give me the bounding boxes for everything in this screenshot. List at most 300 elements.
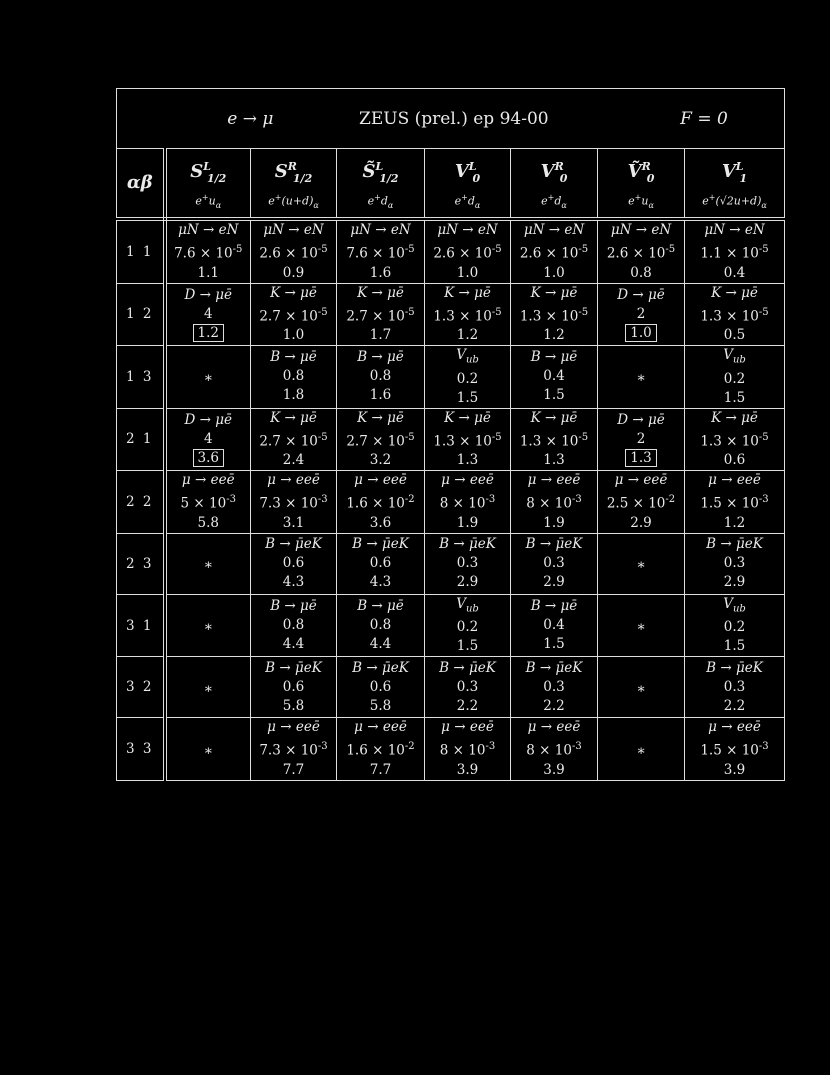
indirect-limit-value: $8 \times 10^{-3}$ xyxy=(526,494,582,512)
limit-cell xyxy=(598,219,685,283)
zeus-limit-line xyxy=(251,514,336,533)
limit-cell xyxy=(337,283,425,346)
zeus-limit-line xyxy=(337,264,424,283)
column-header xyxy=(685,149,785,220)
zeus-limit-value: 0.8 xyxy=(630,264,652,281)
process-label: B → μ̄eK xyxy=(525,659,583,676)
zeus-limit-value-boxed: 1.3 xyxy=(625,449,656,467)
process-label: D → μē xyxy=(617,411,665,428)
table-body xyxy=(117,219,785,780)
limit-cell xyxy=(165,346,251,409)
process-label: B → μ̄eK xyxy=(265,536,322,553)
table-row xyxy=(117,533,785,594)
column-coupling-label: $e^+d_\alpha$ xyxy=(367,192,394,210)
indirect-limit-value: 0.3 xyxy=(723,555,746,572)
zeus-limit-line xyxy=(425,326,510,345)
zeus-limit-line xyxy=(425,637,510,656)
column-symbol: $V^L_0$ xyxy=(454,160,481,185)
zeus-limit-line xyxy=(337,514,424,533)
column-coupling-label: $e^+d_\alpha$ xyxy=(454,192,481,210)
zeus-limit-line xyxy=(337,386,424,405)
column-symbol: $S^R_{1/2}$ xyxy=(274,160,313,185)
zeus-limit-value: 1.9 xyxy=(456,514,479,531)
zeus-limit-line xyxy=(511,451,597,470)
zeus-limit-value: 4.4 xyxy=(369,636,392,653)
limit-cell xyxy=(598,533,685,594)
title-fermion-number-label: F = 0 xyxy=(680,108,728,129)
no-constraint-star: ∗ xyxy=(636,619,646,636)
table-row xyxy=(117,346,785,409)
zeus-limit-value: 1.6 xyxy=(369,264,392,281)
indirect-limit-value: $7.3 \times 10^{-3}$ xyxy=(259,494,328,512)
column-header-row xyxy=(117,149,785,220)
table-title-cell xyxy=(117,89,785,149)
indirect-limit-value: $1.3 \times 10^{-5}$ xyxy=(519,306,589,324)
process-label: μ → eeē xyxy=(267,719,320,736)
process-label: μN → eN xyxy=(610,222,672,238)
zeus-limit-line xyxy=(251,386,336,405)
zeus-limit-line xyxy=(511,386,597,405)
zeus-limit-line xyxy=(685,326,784,345)
limit-cell xyxy=(165,471,251,534)
indirect-limit-value: $1.3 \times 10^{-5}$ xyxy=(700,306,769,324)
zeus-limit-line xyxy=(598,264,684,283)
zeus-limit-line xyxy=(511,697,597,716)
table-title-row xyxy=(117,89,785,149)
indirect-limit-value: $1.1 \times 10^{-5}$ xyxy=(700,244,769,262)
zeus-limit-line xyxy=(598,324,684,343)
limit-cell xyxy=(511,219,598,283)
limit-cell xyxy=(165,283,251,346)
zeus-limit-value: 1.6 xyxy=(369,387,392,404)
zeus-limit-line xyxy=(337,761,424,780)
zeus-limit-line xyxy=(425,389,510,408)
zeus-limit-value: 0.6 xyxy=(723,452,746,469)
table-row xyxy=(117,219,785,283)
zeus-limit-value: 3.9 xyxy=(456,761,479,778)
limit-cell xyxy=(685,219,785,283)
limit-cell xyxy=(511,594,598,657)
limit-cell xyxy=(251,718,337,781)
process-label: $V_{ub}$ xyxy=(456,347,479,366)
indirect-limit-value: 0.8 xyxy=(369,617,392,634)
process-label: B → μ̄eK xyxy=(352,659,409,676)
indirect-limit-value: 0.6 xyxy=(282,678,305,695)
process-label: μ → eeē xyxy=(614,472,668,489)
zeus-limit-value: 3.6 xyxy=(369,514,392,531)
process-label: μ → eeē xyxy=(354,472,407,489)
zeus-limit-line xyxy=(598,449,684,468)
indirect-limit-value: $1.5 \times 10^{-3}$ xyxy=(700,494,769,512)
limit-cell xyxy=(251,594,337,657)
limit-cell xyxy=(165,594,251,657)
indirect-limit-value: $2.7 \times 10^{-5}$ xyxy=(346,306,415,324)
process-label: B → μ̄eK xyxy=(265,659,322,676)
limit-cell xyxy=(337,657,425,718)
zeus-limit-value: 5.8 xyxy=(282,697,305,714)
indirect-limit-value: $7.6 \times 10^{-5}$ xyxy=(174,244,243,262)
indirect-limit-value: 0.3 xyxy=(456,678,479,695)
corner-header-alphabeta xyxy=(117,149,165,220)
zeus-limit-line xyxy=(425,264,510,283)
process-label: μN → eN xyxy=(523,222,585,238)
row-label-generation-indices: 2 1 xyxy=(117,408,165,471)
zeus-limit-value: 4.4 xyxy=(282,636,305,653)
process-label: K → μē xyxy=(357,284,404,301)
table-row xyxy=(117,657,785,718)
column-symbol: S̃$^L_{1/2}$ xyxy=(362,160,399,185)
zeus-limit-line xyxy=(511,635,597,654)
limit-cell xyxy=(337,219,425,283)
limit-cell xyxy=(165,657,251,718)
zeus-limit-line xyxy=(251,635,336,654)
process-label: K → μē xyxy=(711,284,758,301)
table-row xyxy=(117,718,785,781)
limit-cell xyxy=(511,471,598,534)
indirect-limit-value: $8 \times 10^{-3}$ xyxy=(439,741,496,759)
zeus-limit-value: 1.0 xyxy=(282,327,305,343)
zeus-limit-value: 7.7 xyxy=(282,761,305,778)
indirect-limit-value: 0.3 xyxy=(456,555,479,572)
zeus-limit-line xyxy=(685,389,784,408)
limit-cell xyxy=(598,408,685,471)
column-header xyxy=(337,149,425,220)
zeus-limit-value: 1.2 xyxy=(543,327,565,343)
limit-cell xyxy=(685,718,785,781)
zeus-limit-line xyxy=(337,451,424,470)
zeus-limit-value: 1.3 xyxy=(543,452,565,469)
process-label: B → μ̄eK xyxy=(706,659,763,676)
zeus-limit-value: 2.2 xyxy=(723,697,746,714)
indirect-limit-value: 0.2 xyxy=(723,619,746,636)
process-label: B → μē xyxy=(530,598,578,615)
zeus-limit-value: 0.5 xyxy=(723,327,746,343)
limit-cell xyxy=(598,718,685,781)
column-header xyxy=(165,149,251,220)
zeus-limit-value: 1.5 xyxy=(723,638,746,655)
process-label: $V_{ub}$ xyxy=(723,347,746,366)
zeus-limit-value: 3.9 xyxy=(723,761,746,778)
zeus-limit-line xyxy=(425,573,510,592)
limit-cell xyxy=(251,346,337,409)
limit-cell xyxy=(337,594,425,657)
zeus-limit-value: 1.5 xyxy=(543,636,565,653)
indirect-limit-value: $2.6 \times 10^{-5}$ xyxy=(606,244,676,262)
indirect-limit-value: 0.4 xyxy=(543,617,565,634)
table-row xyxy=(117,408,785,471)
process-label: K → μē xyxy=(530,409,578,426)
zeus-limit-value: 2.9 xyxy=(723,574,746,591)
no-constraint-star: ∗ xyxy=(203,680,213,697)
zeus-limit-value: 2.2 xyxy=(543,697,565,714)
zeus-limit-value: 1.9 xyxy=(543,514,565,531)
zeus-limit-value: 1.8 xyxy=(282,387,305,404)
row-label-generation-indices: 2 2 xyxy=(117,471,165,534)
process-label: B → μē xyxy=(530,349,578,366)
zeus-limit-line xyxy=(251,573,336,592)
limit-cell xyxy=(685,283,785,346)
limit-cell xyxy=(251,283,337,346)
indirect-limit-value: $1.3 \times 10^{-5}$ xyxy=(433,431,502,450)
zeus-limit-line xyxy=(685,264,784,283)
process-label: K → μē xyxy=(444,409,491,426)
indirect-limit-value: $2.6 \times 10^{-5}$ xyxy=(433,244,502,262)
column-symbol: $V^L_1$ xyxy=(721,160,748,185)
process-label: K → μē xyxy=(444,284,491,301)
process-label: D → μē xyxy=(184,411,232,428)
limit-cell xyxy=(425,408,511,471)
indirect-limit-value: $7.3 \times 10^{-3}$ xyxy=(259,741,328,759)
row-label-generation-indices: 3 1 xyxy=(117,594,165,657)
row-label-generation-indices: 3 2 xyxy=(117,657,165,718)
zeus-limit-line xyxy=(685,637,784,656)
limit-cell xyxy=(598,346,685,409)
zeus-limit-value: 5.8 xyxy=(197,514,219,531)
limit-cell xyxy=(251,533,337,594)
process-label: $V_{ub}$ xyxy=(723,595,746,615)
row-label-generation-indices: 1 3 xyxy=(117,346,165,409)
indirect-limit-value: $2.6 \times 10^{-5}$ xyxy=(519,244,589,262)
limit-cell xyxy=(425,594,511,657)
column-symbol: $V^R_0$ xyxy=(540,160,568,185)
limit-cell xyxy=(251,471,337,534)
indirect-limit-value: 4 xyxy=(203,305,213,322)
limit-cell xyxy=(251,657,337,718)
zeus-limit-value: 1.5 xyxy=(456,638,479,655)
zeus-limit-value: 3.1 xyxy=(282,514,305,531)
zeus-limit-value: 3.2 xyxy=(369,452,392,469)
zeus-limit-line xyxy=(511,264,597,283)
process-label: K → μē xyxy=(711,409,758,426)
column-coupling-label: $e^+d_\alpha$ xyxy=(541,192,567,210)
limit-cell xyxy=(337,471,425,534)
zeus-limit-line xyxy=(251,451,336,470)
no-constraint-star: ∗ xyxy=(203,619,213,636)
limit-cell xyxy=(598,283,685,346)
limit-cell xyxy=(685,408,785,471)
limit-cell xyxy=(425,718,511,781)
zeus-limit-line xyxy=(511,326,597,345)
process-label: μ → eeē xyxy=(267,472,320,489)
no-constraint-star: ∗ xyxy=(203,557,213,574)
zeus-limit-value-boxed: 3.6 xyxy=(193,449,224,467)
zeus-limit-value: 1.0 xyxy=(543,264,565,281)
zeus-limit-value: 2.9 xyxy=(543,574,565,591)
process-label: K → μē xyxy=(530,284,578,301)
process-label: μ → eeē xyxy=(181,472,235,489)
zeus-limit-line xyxy=(425,697,510,716)
limit-cell xyxy=(165,219,251,283)
column-symbol: $S^L_{1/2}$ xyxy=(190,160,227,185)
zeus-limit-line xyxy=(251,761,336,780)
limit-cell xyxy=(165,408,251,471)
zeus-limit-value: 1.3 xyxy=(456,452,479,469)
zeus-limit-value: 5.8 xyxy=(369,697,392,714)
process-label: K → μē xyxy=(270,284,317,301)
limit-cell xyxy=(685,533,785,594)
process-label: μ → eeē xyxy=(708,719,761,736)
indirect-limit-value: $2.7 \times 10^{-5}$ xyxy=(346,431,415,450)
zeus-limit-line xyxy=(511,514,597,533)
process-label: μ → eeē xyxy=(527,472,581,489)
title-transition-label: e → μ xyxy=(227,108,274,129)
zeus-limit-value: 1.2 xyxy=(456,327,479,343)
limit-cell xyxy=(511,408,598,471)
title-experiment-label: ZEUS (prel.) ep 94-00 xyxy=(359,108,549,129)
zeus-limit-line xyxy=(685,573,784,592)
process-label: K → μē xyxy=(357,409,404,426)
indirect-limit-value: $1.6 \times 10^{-2}$ xyxy=(346,494,415,512)
limit-cell xyxy=(511,346,598,409)
zeus-limit-line xyxy=(425,514,510,533)
limit-cell xyxy=(685,594,785,657)
zeus-limit-line xyxy=(685,761,784,780)
indirect-limit-value: 0.6 xyxy=(369,678,392,695)
no-constraint-star: ∗ xyxy=(203,370,213,387)
column-coupling-label: $e^+(√2u+d)_\alpha$ xyxy=(702,192,767,210)
indirect-limit-value: $8 \times 10^{-3}$ xyxy=(526,741,582,759)
indirect-limit-value: $2.6 \times 10^{-5}$ xyxy=(259,244,328,262)
limit-cell xyxy=(425,219,511,283)
table-row xyxy=(117,594,785,657)
row-label-generation-indices: 1 1 xyxy=(117,219,165,283)
limit-cell xyxy=(425,657,511,718)
zeus-limit-value: 4.3 xyxy=(369,574,392,591)
process-label: B → μ̄eK xyxy=(525,536,583,553)
indirect-limit-value: 0.3 xyxy=(723,678,746,695)
limit-cell xyxy=(425,346,511,409)
process-label: B → μ̄eK xyxy=(439,659,496,676)
process-label: B → μē xyxy=(357,598,404,615)
process-label: B → μ̄eK xyxy=(706,536,763,553)
zeus-limit-value: 1.1 xyxy=(197,264,219,281)
zeus-limit-value: 1.0 xyxy=(456,264,479,281)
column-header xyxy=(251,149,337,220)
limit-cell xyxy=(598,594,685,657)
zeus-limit-value-boxed: 1.2 xyxy=(193,324,224,342)
indirect-limit-value: 0.2 xyxy=(456,619,479,636)
zeus-limit-value: 1.5 xyxy=(456,389,479,406)
process-label: μ → eeē xyxy=(354,719,407,736)
zeus-limit-value: 2.4 xyxy=(282,452,305,469)
zeus-limit-value: 4.3 xyxy=(282,574,305,591)
lfv-leptoquark-limits-table xyxy=(116,88,785,781)
process-label: B → μ̄eK xyxy=(439,536,496,553)
zeus-limit-value: 2.9 xyxy=(630,514,652,531)
zeus-limit-line xyxy=(425,761,510,780)
no-constraint-star: ∗ xyxy=(636,680,646,697)
no-constraint-star: ∗ xyxy=(636,742,646,759)
limit-cell xyxy=(685,471,785,534)
column-header xyxy=(598,149,685,220)
no-constraint-star: ∗ xyxy=(636,557,646,574)
process-label: μN → eN xyxy=(263,222,324,238)
zeus-limit-value: 2.2 xyxy=(456,697,479,714)
zeus-limit-line xyxy=(167,514,251,533)
indirect-limit-value: 2 xyxy=(636,430,646,447)
limit-cell xyxy=(425,533,511,594)
indirect-limit-value: $2.5 \times 10^{-2}$ xyxy=(606,494,676,512)
zeus-limit-line xyxy=(337,635,424,654)
process-label: μN → eN xyxy=(437,222,498,238)
no-constraint-star: ∗ xyxy=(636,370,646,387)
indirect-limit-value: 0.6 xyxy=(369,555,392,572)
zeus-limit-value-boxed: 1.0 xyxy=(625,324,656,342)
zeus-limit-value: 1.2 xyxy=(723,514,746,531)
process-label: μ → eeē xyxy=(441,472,494,489)
zeus-limit-line xyxy=(251,264,336,283)
table-row xyxy=(117,471,785,534)
limit-cell xyxy=(251,408,337,471)
limit-cell xyxy=(251,219,337,283)
indirect-limit-value: 0.8 xyxy=(282,617,305,634)
indirect-limit-value: 0.2 xyxy=(723,370,746,387)
zeus-limit-value: 0.4 xyxy=(723,264,746,281)
zeus-limit-value: 7.7 xyxy=(369,761,392,778)
indirect-limit-value: $1.5 \times 10^{-3}$ xyxy=(700,741,769,759)
limit-cell xyxy=(165,533,251,594)
zeus-limit-line xyxy=(337,573,424,592)
zeus-limit-line xyxy=(598,514,684,533)
process-label: μN → eN xyxy=(350,222,411,238)
indirect-limit-value: $2.7 \times 10^{-5}$ xyxy=(259,431,328,450)
process-label: μN → eN xyxy=(178,222,239,238)
indirect-limit-value: $1.3 \times 10^{-5}$ xyxy=(519,431,589,450)
zeus-limit-line xyxy=(167,449,251,468)
limit-cell xyxy=(425,471,511,534)
limit-cell xyxy=(165,718,251,781)
indirect-limit-value: $1.3 \times 10^{-5}$ xyxy=(700,431,769,450)
row-label-generation-indices: 1 2 xyxy=(117,283,165,346)
limit-cell xyxy=(511,718,598,781)
zeus-limit-line xyxy=(337,697,424,716)
zeus-limit-line xyxy=(685,697,784,716)
zeus-limit-line xyxy=(251,697,336,716)
column-coupling-label: $e^+u_\alpha$ xyxy=(628,192,654,210)
column-header xyxy=(425,149,511,220)
limit-cell xyxy=(511,283,598,346)
zeus-limit-value: 1.5 xyxy=(723,389,746,406)
process-label: μ → eeē xyxy=(708,472,761,489)
zeus-limit-value: 1.7 xyxy=(369,327,392,343)
limit-cell xyxy=(685,346,785,409)
zeus-limit-value: 2.9 xyxy=(456,574,479,591)
zeus-limit-value: 1.5 xyxy=(543,387,565,404)
process-label: μ → eeē xyxy=(441,719,494,736)
process-label: $V_{ub}$ xyxy=(456,595,479,615)
limit-cell xyxy=(337,718,425,781)
limit-cell xyxy=(685,657,785,718)
zeus-limit-line xyxy=(511,761,597,780)
process-label: μN → eN xyxy=(704,222,765,238)
zeus-limit-value: 3.9 xyxy=(543,761,565,778)
indirect-limit-value: $1.6 \times 10^{-2}$ xyxy=(346,741,415,759)
row-label-generation-indices: 2 3 xyxy=(117,533,165,594)
process-label: μ → eeē xyxy=(527,719,581,736)
process-label: K → μē xyxy=(270,409,317,426)
limit-cell xyxy=(425,283,511,346)
column-coupling-label: $e^+u_\alpha$ xyxy=(195,192,222,210)
zeus-limit-line xyxy=(685,514,784,533)
limit-cell xyxy=(511,533,598,594)
indirect-limit-value: 0.6 xyxy=(282,555,305,572)
indirect-limit-value: $7.6 \times 10^{-5}$ xyxy=(346,244,415,262)
zeus-limit-line xyxy=(251,326,336,345)
no-constraint-star: ∗ xyxy=(203,742,213,759)
indirect-limit-value: $1.3 \times 10^{-5}$ xyxy=(433,306,502,324)
limit-cell xyxy=(511,657,598,718)
limit-cell xyxy=(337,533,425,594)
